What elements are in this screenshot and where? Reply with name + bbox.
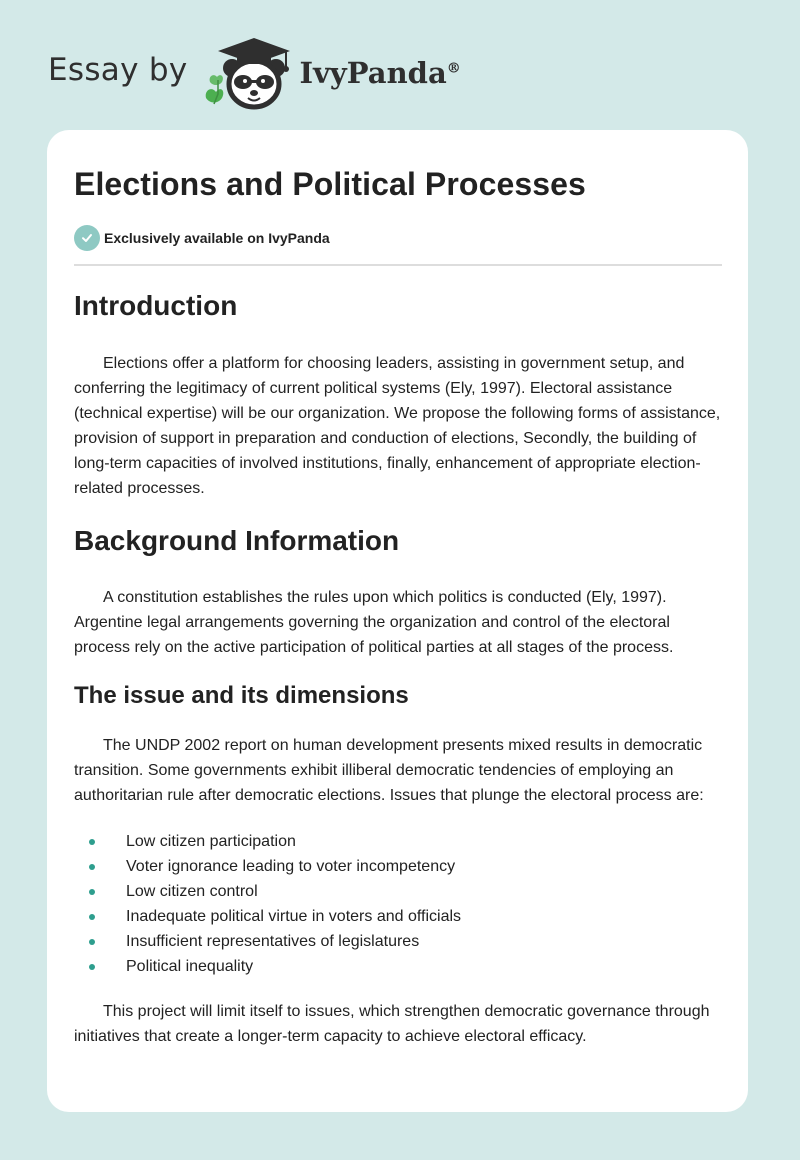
section-heading-issue: The issue and its dimensions	[74, 682, 409, 709]
badge-text: Exclusively available on IvyPanda	[104, 230, 330, 246]
list-item: Inadequate political virtue in voters and officials	[74, 904, 722, 929]
paragraph-issue: The UNDP 2002 report on human development presents mixed results in democratic transition. Some governments exhibit illiberal democratic tendencies of employing an authoritarian rule after democratic elections. Issues that plunge the electoral process are:	[74, 737, 704, 804]
list-item: Low citizen participation	[74, 829, 722, 854]
section-heading-introduction: Introduction	[74, 290, 238, 321]
divider	[74, 264, 722, 266]
list-item: Political inequality	[74, 954, 722, 979]
registered-mark: ®	[446, 60, 461, 77]
brand-name	[300, 56, 461, 90]
list-item: Insufficient representatives of legislatures	[74, 929, 722, 954]
page-title: Elections and Political Processes	[74, 166, 586, 202]
exclusive-badge	[74, 225, 722, 251]
issue-list	[74, 829, 722, 979]
panda-logo-icon[interactable]	[202, 34, 298, 114]
list-item: Voter ignorance leading to voter incompetency	[74, 854, 722, 879]
essay-card	[47, 130, 748, 1112]
paragraph-background: A constitution establishes the rules upon which politics is conducted (Ely, 1997). Argentine legal arrangements governing the organization and control of the electoral process rely on the active participation of political parties at all stages of the process.	[74, 589, 674, 656]
section-heading-background: Background Information	[74, 525, 400, 556]
check-icon	[74, 225, 100, 251]
brand-name-text: IvyPanda	[299, 56, 447, 90]
paragraph-closing: This project will limit itself to issues, which strengthen democratic governance through initiatives that create a longer-term capacity to achieve electoral efficacy.	[74, 1003, 710, 1045]
site-header	[48, 34, 461, 114]
paragraph-introduction: Elections offer a platform for choosing leaders, assisting in government setup, and conferring the legitimacy of current political systems (Ely, 1997). Electoral assistance (technical expertise) will be our organization. We propose the following forms of assistance, provision of support in preparation and conduction of elections, Secondly, the building of long-term capacities of involved institutions, finally, enhancement of appropriate election-related processes.	[74, 355, 721, 497]
list-item: Low citizen control	[74, 879, 722, 904]
brand-prefix: Essay by	[48, 52, 188, 88]
